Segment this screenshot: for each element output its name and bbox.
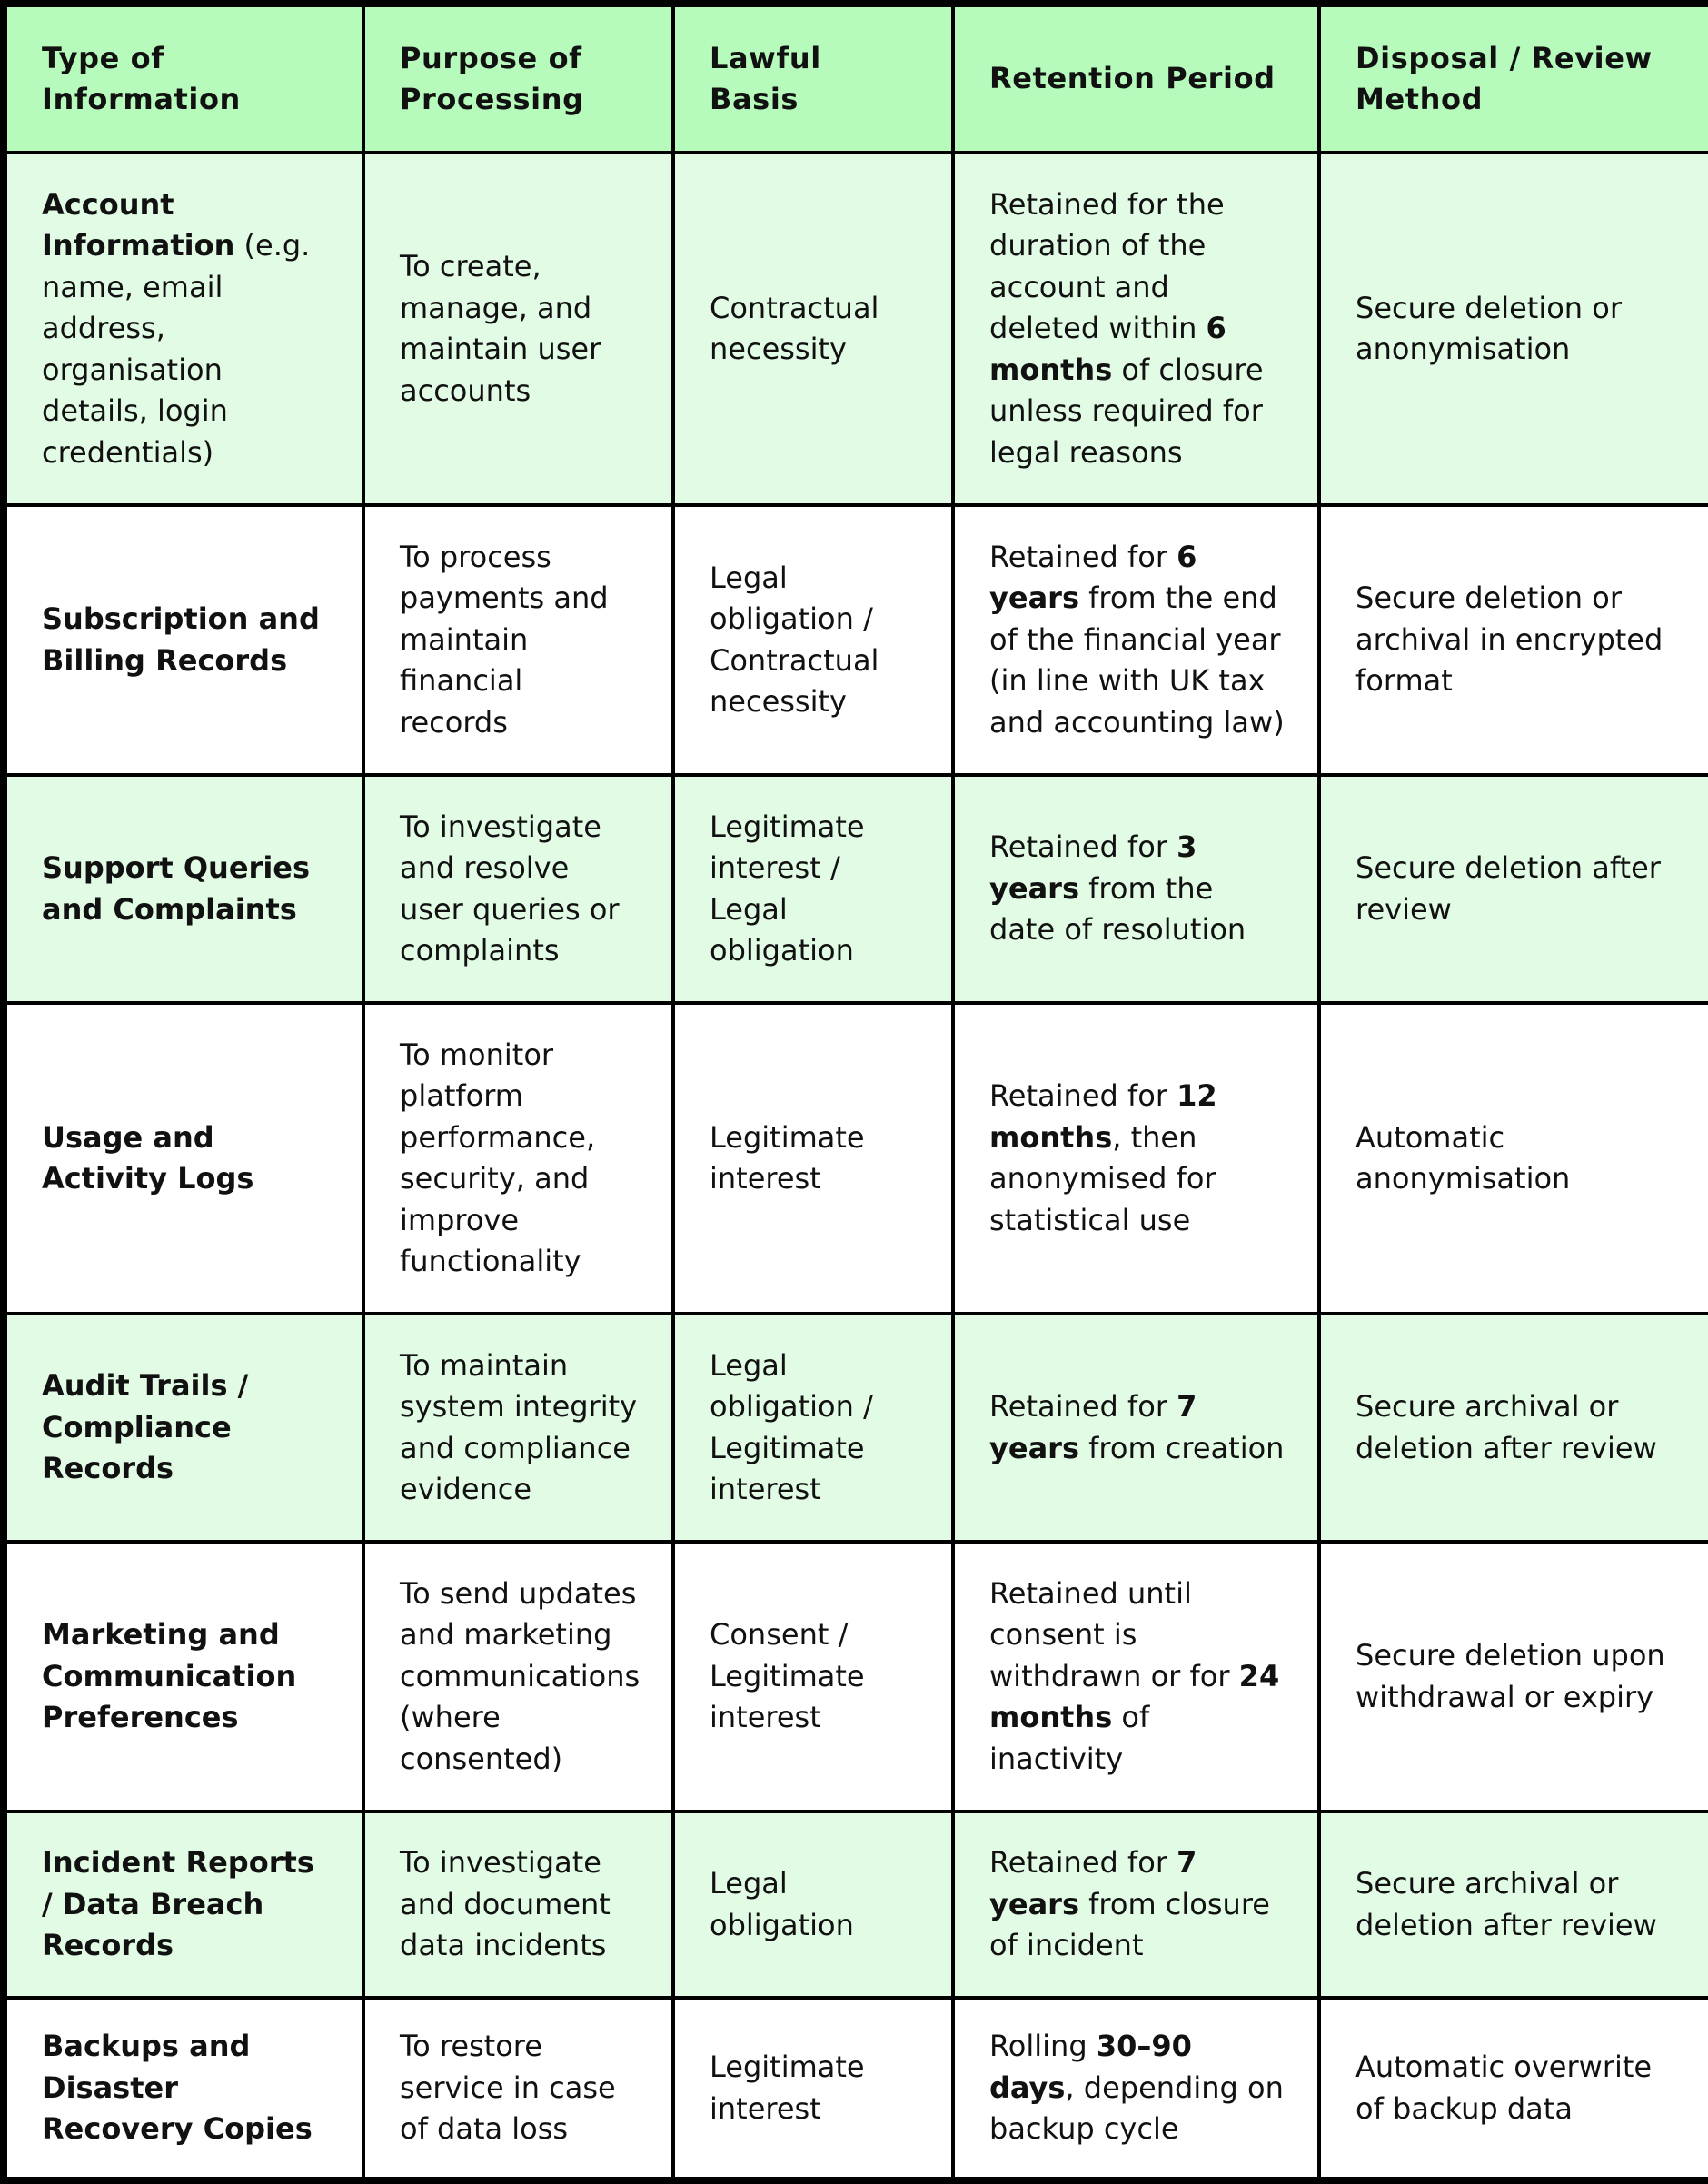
- table-row: [4, 1998, 1708, 2180]
- retention-text: Rolling: [989, 2029, 1097, 2064]
- lawful-basis-cell: Consent / Legitimate interest: [673, 1542, 953, 1812]
- retention-duration: 7 years: [989, 1845, 1197, 1921]
- retention-cell: [953, 505, 1319, 775]
- retention-text: Retained for: [989, 1845, 1177, 1881]
- type-cell: [4, 153, 363, 505]
- retention-text: of closure unless required for legal reasons: [989, 352, 1264, 470]
- table-row: [4, 505, 1708, 775]
- retention-text: from creation: [1078, 1430, 1285, 1465]
- retention-duration: 6 years: [989, 539, 1197, 616]
- lawful-basis-cell: Legal obligation / Legitimate interest: [673, 1314, 953, 1542]
- type-label: Marketing and Communication Preferences: [42, 1617, 297, 1735]
- retention-duration: 3 years: [989, 829, 1197, 906]
- type-cell: [4, 775, 363, 1003]
- disposal-cell: Secure deletion upon withdrawal or expiry: [1319, 1542, 1708, 1812]
- type-label: Incident Reports / Data Breach Records: [42, 1845, 314, 1963]
- purpose-cell: To investigate and document data incidents: [363, 1812, 673, 1998]
- retention-duration: 12 months: [989, 1078, 1217, 1155]
- retention-duration: 7 years: [989, 1389, 1197, 1465]
- retention-cell: [953, 1542, 1319, 1812]
- header-lawful-basis: Lawful Basis: [673, 4, 953, 153]
- type-cell: [4, 1812, 363, 1998]
- retention-text: Retained until consent is withdrawn or for: [989, 1575, 1239, 1693]
- type-label: Usage and Activity Logs: [42, 1119, 254, 1196]
- type-cell: [4, 1314, 363, 1542]
- lawful-basis-cell: Contractual necessity: [673, 153, 953, 505]
- retention-cell: [953, 1314, 1319, 1542]
- type-label: Subscription and Billing Records: [42, 601, 320, 678]
- retention-cell: [953, 1998, 1319, 2180]
- retention-text: from closure of incident: [989, 1886, 1270, 1963]
- purpose-cell: To process payments and maintain financial records: [363, 505, 673, 775]
- retention-text: from the date of resolution: [989, 870, 1246, 948]
- retention-text: Retained for the duration of the account and deleted within: [989, 186, 1225, 346]
- disposal-cell: Secure deletion or anonymisation: [1319, 153, 1708, 505]
- type-cell: [4, 505, 363, 775]
- lawful-basis-cell: Legitimate interest: [673, 1003, 953, 1314]
- purpose-cell: To investigate and resolve user queries or complaints: [363, 775, 673, 1003]
- disposal-cell: Secure deletion after review: [1319, 775, 1708, 1003]
- purpose-cell: To restore service in case of data loss: [363, 1998, 673, 2180]
- table-row: [4, 1812, 1708, 1998]
- type-label: Audit Trails / Compliance Records: [42, 1368, 249, 1486]
- lawful-basis-cell: Legal obligation: [673, 1812, 953, 1998]
- type-cell: [4, 1542, 363, 1812]
- type-detail: (e.g. name, email address, organisation details, login credentials): [42, 228, 311, 470]
- header-purpose: Purpose of Processing: [363, 4, 673, 153]
- retention-cell: [953, 1812, 1319, 1998]
- lawful-basis-cell: Legal obligation / Contractual necessity: [673, 505, 953, 775]
- retention-text: , depending on backup cycle: [989, 2070, 1284, 2147]
- retention-duration: 30–90 days: [989, 2029, 1192, 2105]
- header-retention-period: Retention Period: [953, 4, 1319, 153]
- disposal-cell: Secure archival or deletion after review: [1319, 1812, 1708, 1998]
- header-disposal-method: Disposal / Review Method: [1319, 4, 1708, 153]
- table-row: [4, 153, 1708, 505]
- purpose-cell: To maintain system integrity and compliance evidence: [363, 1314, 673, 1542]
- header-type: Type of Information: [4, 4, 363, 153]
- type-label: Support Queries and Complaints: [42, 850, 311, 927]
- table-row: [4, 775, 1708, 1003]
- disposal-cell: Secure deletion or archival in encrypted format: [1319, 505, 1708, 775]
- disposal-cell: Automatic overwrite of backup data: [1319, 1998, 1708, 2180]
- retention-duration: 24 months: [989, 1658, 1280, 1735]
- type-cell: [4, 1003, 363, 1314]
- disposal-cell: Automatic anonymisation: [1319, 1003, 1708, 1314]
- purpose-cell: To send updates and marketing communications (where consented): [363, 1542, 673, 1812]
- lawful-basis-cell: Legitimate interest / Legal obligation: [673, 775, 953, 1003]
- retention-text: Retained for: [989, 539, 1177, 574]
- retention-text: Retained for: [989, 829, 1177, 865]
- retention-text: , then anonymised for statistical use: [989, 1119, 1216, 1237]
- purpose-cell: To monitor platform performance, security, and improve functionality: [363, 1003, 673, 1314]
- retention-duration: 6 months: [989, 311, 1226, 387]
- table-row: [4, 1003, 1708, 1314]
- header-row: [4, 4, 1708, 153]
- disposal-cell: Secure archival or deletion after review: [1319, 1314, 1708, 1542]
- type-label: Backups and Disaster Recovery Copies: [42, 2029, 313, 2147]
- retention-text: Retained for: [989, 1389, 1177, 1424]
- retention-text: from the end of the financial year (in line with UK tax and accounting law): [989, 581, 1285, 740]
- type-cell: [4, 1998, 363, 2180]
- retention-cell: [953, 1003, 1319, 1314]
- table-row: [4, 1314, 1708, 1542]
- retention-text: Retained for: [989, 1078, 1177, 1113]
- table-row: [4, 1542, 1708, 1812]
- purpose-cell: To create, manage, and maintain user accounts: [363, 153, 673, 505]
- type-label: Account Information: [42, 186, 235, 263]
- retention-text: of inactivity: [989, 1700, 1150, 1776]
- retention-cell: [953, 153, 1319, 505]
- lawful-basis-cell: Legitimate interest: [673, 1998, 953, 2180]
- retention-cell: [953, 775, 1319, 1003]
